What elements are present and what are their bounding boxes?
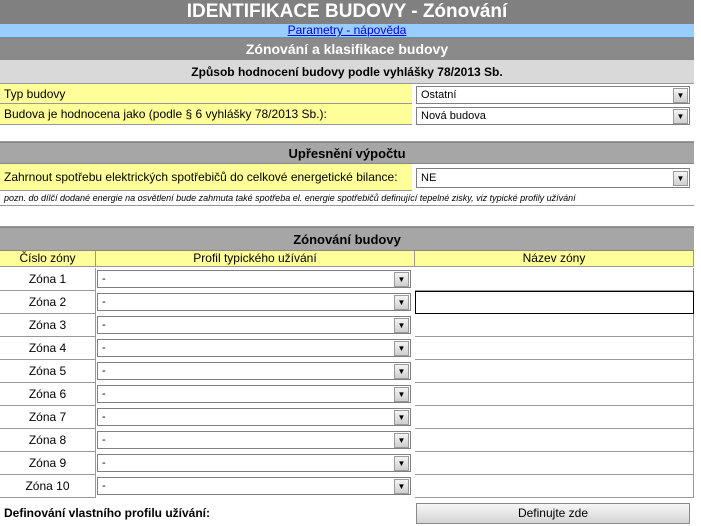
zone-label: Zóna 4 xyxy=(0,337,96,360)
zone-profile-select[interactable] xyxy=(97,339,411,357)
zone-name-input[interactable] xyxy=(415,429,694,452)
chevron-down-icon[interactable]: ▼ xyxy=(394,410,409,425)
zone-name-input[interactable] xyxy=(415,268,694,291)
zone-name-input[interactable] xyxy=(415,406,694,429)
evaluated-as-label: Budova je hodnocena jako (podle § 6 vyhlášky 78/2013 Sb.): xyxy=(0,104,412,125)
zone-profile-select[interactable] xyxy=(97,270,411,288)
spacer-row xyxy=(0,206,694,227)
building-type-select[interactable] xyxy=(416,86,690,104)
chevron-down-icon[interactable]: ▼ xyxy=(673,171,688,186)
zone-profile-select[interactable] xyxy=(97,316,411,334)
zone-label: Zóna 2 xyxy=(0,291,96,314)
chevron-down-icon[interactable]: ▼ xyxy=(394,318,409,333)
define-profile-button[interactable]: Definujte zde xyxy=(416,503,690,524)
zone-profile-value: - xyxy=(102,434,106,446)
chevron-down-icon[interactable]: ▼ xyxy=(394,433,409,448)
zone-profile-value: - xyxy=(102,273,106,285)
zone-profile-select[interactable] xyxy=(97,293,411,311)
method-title: Způsob hodnocení budovy podle vyhlášky 78/2013 Sb. xyxy=(0,60,694,84)
spacer-row xyxy=(0,125,694,142)
zone-name-input[interactable] xyxy=(415,291,694,314)
appliances-select[interactable] xyxy=(416,168,690,188)
zone-profile-select[interactable] xyxy=(97,408,411,426)
zone-label: Zóna 5 xyxy=(0,360,96,383)
chevron-down-icon[interactable]: ▼ xyxy=(673,88,688,103)
chevron-down-icon[interactable]: ▼ xyxy=(394,364,409,379)
zone-name-input[interactable] xyxy=(415,383,694,406)
zone-label: Zóna 8 xyxy=(0,429,96,452)
zone-label: Zóna 7 xyxy=(0,406,96,429)
refinement-section-title: Upřesnění výpočtu xyxy=(0,142,694,164)
zone-label: Zóna 9 xyxy=(0,452,96,475)
zone-profile-value: - xyxy=(102,388,106,400)
chevron-down-icon[interactable]: ▼ xyxy=(394,387,409,402)
evaluated-as-select[interactable] xyxy=(416,107,690,125)
zone-name-input[interactable] xyxy=(415,314,694,337)
appliances-value: NE xyxy=(421,172,437,184)
zone-profile-select[interactable] xyxy=(97,454,411,472)
chevron-down-icon[interactable]: ▼ xyxy=(394,341,409,356)
chevron-down-icon[interactable]: ▼ xyxy=(394,479,409,494)
building-type-label: Typ budovy xyxy=(0,84,412,104)
zone-profile-value: - xyxy=(102,457,106,469)
zone-label: Zóna 10 xyxy=(0,475,96,498)
parameters-help-link[interactable]: Parametry - nápověda xyxy=(287,23,407,37)
evaluated-as-value: Nová budova xyxy=(421,110,486,122)
zone-label: Zóna 1 xyxy=(0,268,96,291)
zone-profile-select[interactable] xyxy=(97,385,411,403)
calculation-note: pozn. do dílčí dodané energie na osvětlení bude zahmuta také spotřeba el. energie spotřebičů definující tepelné zisky, viz typické profily užívání xyxy=(0,191,694,206)
custom-profile-label: Definování vlastního profilu užívání: xyxy=(4,506,211,520)
help-link-bar xyxy=(0,24,694,38)
page-title: IDENTIFIKACE BUDOVY - Zónování xyxy=(0,0,694,24)
appliances-label: Zahrnout spotřebu elektrických spotřebičů do celkové energetické bilance: xyxy=(0,164,412,191)
chevron-down-icon[interactable]: ▼ xyxy=(394,456,409,471)
zone-label: Zóna 6 xyxy=(0,383,96,406)
zone-profile-select[interactable] xyxy=(97,431,411,449)
zone-name-input[interactable] xyxy=(415,360,694,383)
zone-name-header: Název zóny xyxy=(415,251,694,267)
profile-header: Profil typického užívání xyxy=(96,251,415,267)
zone-profile-value: - xyxy=(102,342,106,354)
zone-name-input[interactable] xyxy=(415,337,694,360)
chevron-down-icon[interactable]: ▼ xyxy=(394,295,409,310)
zone-profile-select[interactable] xyxy=(97,362,411,380)
zone-profile-value: - xyxy=(102,480,106,492)
zone-profile-value: - xyxy=(102,411,106,423)
zone-label: Zóna 3 xyxy=(0,314,96,337)
building-type-value: Ostatní xyxy=(421,89,457,101)
zone-name-input[interactable] xyxy=(415,452,694,475)
chevron-down-icon[interactable]: ▼ xyxy=(394,272,409,287)
zone-number-header: Číslo zóny xyxy=(0,251,96,267)
zone-profile-value: - xyxy=(102,365,106,377)
zoning-section-title: Zónování budovy xyxy=(0,227,694,251)
zone-profile-select[interactable] xyxy=(97,477,411,495)
zone-name-input[interactable] xyxy=(415,475,694,498)
zone-profile-value: - xyxy=(102,319,106,331)
chevron-down-icon[interactable]: ▼ xyxy=(673,109,688,124)
classification-section-title: Zónování a klasifikace budovy xyxy=(0,38,694,60)
zone-profile-value: - xyxy=(102,296,106,308)
